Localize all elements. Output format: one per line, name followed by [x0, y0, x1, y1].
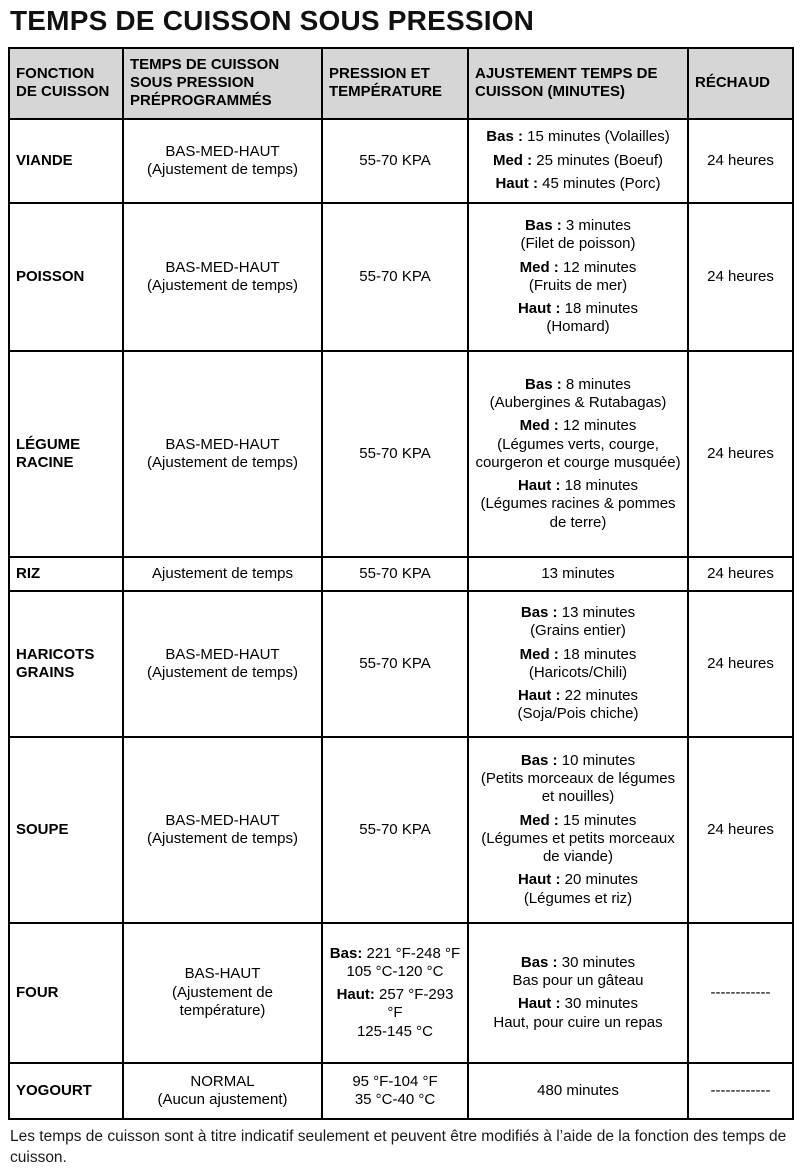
adjust-entry-label: Haut :: [517, 995, 561, 1013]
table-row: [9, 1063, 793, 1119]
cell-program: [123, 591, 322, 737]
cell-pressure: 55-70 KPA: [322, 351, 468, 557]
header-row: [9, 48, 793, 119]
adjust-entry-line: Bas : 15 minutes (Volailles): [486, 128, 670, 146]
pressure-entry-label: Bas:: [329, 944, 363, 962]
adjust-entry-label: Bas :: [525, 375, 562, 393]
cell-rechaud: 24 heures: [688, 591, 793, 737]
cell-function: LÉGUME RACINE: [9, 351, 123, 557]
cell-rechaud: 24 heures: [688, 203, 793, 351]
adjust-entry-detail: (Fruits de mer): [528, 276, 628, 294]
cell-rechaud: 24 heures: [688, 351, 793, 557]
cell-pressure: [322, 923, 468, 1063]
adjust-entry-line: Med : 18 minutes: [519, 645, 637, 663]
footnote: Les temps de cuisson sont à titre indicatif seulement et peuvent être modifiés à l’aide de la fonction des temps de cuisson.: [10, 1127, 787, 1166]
cell-program: [123, 557, 322, 591]
table-row: [9, 119, 793, 203]
program-sub: (Ajustement de temps): [147, 276, 298, 294]
cell-pressure: 55-70 KPA: [322, 737, 468, 923]
program-main: BAS-HAUT: [184, 965, 261, 983]
cell-pressure: 55-70 KPA: [322, 203, 468, 351]
table-row: [9, 557, 793, 591]
adjust-entry-line: Bas : 10 minutes: [520, 751, 636, 769]
header-pression-temperature: PRESSION ET TEMPÉRATURE: [322, 48, 468, 119]
pressure-entry-detail: 125-145 °C: [356, 1022, 434, 1040]
adjust-entry-label: Bas :: [525, 216, 562, 234]
cell-rechaud: 24 heures: [688, 557, 793, 591]
program-sub: (Ajustement de temps): [147, 829, 298, 847]
adjust-entry-line: Med : 12 minutes: [519, 258, 637, 276]
cell-pressure: 55-70 KPA: [322, 591, 468, 737]
page-title: TEMPS DE CUISSON SOUS PRESSION: [10, 5, 535, 36]
pressure-cooking-table: [8, 47, 794, 1120]
table-row: [9, 737, 793, 923]
adjust-entry-line: Bas : 8 minutes: [525, 375, 631, 393]
cell-program: [123, 203, 322, 351]
adjust-entry-label: Med :: [519, 645, 559, 663]
pressure-line: 35 °C-40 °C: [354, 1090, 436, 1108]
cell-program: [123, 351, 322, 557]
adjust-entry-line: Bas : 13 minutes: [520, 603, 636, 621]
table-row: [9, 591, 793, 737]
adjust-entry-label: Bas :: [486, 128, 523, 146]
adjust-entry-label: Haut :: [517, 477, 561, 495]
cell-function: FOUR: [9, 923, 123, 1063]
cell-pressure: [322, 1063, 468, 1119]
cell-program: [123, 1063, 322, 1119]
adjust-entry-line: Haut : 18 minutes: [517, 300, 639, 318]
cell-adjust: [468, 591, 688, 737]
adjust-entry-label: Bas :: [520, 953, 558, 971]
cell-adjust: [468, 351, 688, 557]
program-main: NORMAL: [190, 1072, 255, 1090]
pressure-entry-line: Bas: 221 °F-248 °F: [329, 944, 461, 962]
adjust-entry-line: Bas : 30 minutes: [520, 953, 636, 971]
adjust-entry: [475, 152, 681, 170]
header-rechaud: RÉCHAUD: [688, 48, 793, 119]
cell-function: POISSON: [9, 203, 123, 351]
cell-function: VIANDE: [9, 119, 123, 203]
adjust-entry: [475, 417, 681, 472]
adjust-entry-detail: (Légumes et petits morceaux de viande): [481, 829, 675, 866]
adjust-entry-detail: (Filet de poisson): [520, 235, 636, 253]
adjust-entry: [475, 871, 681, 908]
program-sub: (Ajustement de temps): [147, 453, 298, 471]
cell-adjust: 13 minutes: [468, 557, 688, 591]
adjust-entry-line: Haut : 30 minutes: [517, 995, 639, 1013]
header-ajustement: AJUSTEMENT TEMPS DE CUISSON (MINUTES): [468, 48, 688, 119]
adjust-entry-detail: (Aubergines & Rutabagas): [489, 393, 667, 411]
adjust-entry: [475, 477, 681, 532]
adjust-entry-line: Haut : 18 minutes: [517, 477, 639, 495]
program-sub: (Ajustement de température): [172, 983, 273, 1019]
adjust-entry: [475, 217, 681, 254]
adjust-entry-detail: (Haricots/Chili): [528, 663, 628, 681]
adjust-entry-label: Haut :: [517, 300, 561, 318]
adjust-entry-detail: (Soja/Pois chiche): [517, 705, 639, 723]
cell-function: SOUPE: [9, 737, 123, 923]
cell-pressure: 55-70 KPA: [322, 119, 468, 203]
adjust-entry-line: Haut : 22 minutes: [517, 687, 639, 705]
adjust-entry-label: Bas :: [520, 603, 558, 621]
cell-program: [123, 119, 322, 203]
pressure-entry: [329, 945, 461, 982]
adjust-entry-label: Med :: [519, 417, 559, 435]
header-fonction: FONCTION DE CUISSON: [9, 48, 123, 119]
cell-rechaud: ------------: [688, 1063, 793, 1119]
adjust-entry-label: Bas :: [520, 751, 558, 769]
adjust-entry-label: Med :: [519, 811, 559, 829]
adjust-entry: [475, 687, 681, 724]
program-sub: (Aucun ajustement): [157, 1090, 288, 1108]
program-main: BAS-MED-HAUT: [165, 142, 280, 160]
adjust-entry: [475, 954, 681, 991]
adjust-entry-line: Med : 15 minutes: [519, 811, 637, 829]
adjust-entry-label: Haut :: [517, 687, 561, 705]
cell-adjust: [468, 737, 688, 923]
adjust-entry: [475, 812, 681, 867]
adjust-entry-line: Med : 25 minutes (Boeuf): [492, 151, 664, 169]
program-sub: (Ajustement de temps): [147, 663, 298, 681]
cell-pressure: 55-70 KPA: [322, 557, 468, 591]
pressure-entry-label: Haut:: [336, 986, 375, 1004]
adjust-entry: [475, 995, 681, 1032]
pressure-entry-line: Haut: 257 °F-293 °F: [336, 986, 454, 1022]
program-sub: (Ajustement de temps): [147, 160, 298, 178]
adjust-entry: [475, 646, 681, 683]
program-main: BAS-MED-HAUT: [165, 811, 280, 829]
cell-rechaud: 24 heures: [688, 737, 793, 923]
adjust-entry: [475, 128, 681, 146]
program-main: BAS-MED-HAUT: [165, 645, 280, 663]
adjust-entry: [475, 604, 681, 641]
cell-adjust: [468, 923, 688, 1063]
cell-function: YOGOURT: [9, 1063, 123, 1119]
pressure-entry-detail: 105 °C-120 °C: [346, 962, 444, 980]
table-body: [9, 119, 793, 1119]
adjust-entry-line: Bas : 3 minutes: [525, 216, 631, 234]
program-main: Ajustement de temps: [152, 564, 293, 582]
adjust-entry-line: Haut : 20 minutes: [517, 871, 639, 889]
adjust-entry: [475, 752, 681, 807]
adjust-entry-label: Med :: [492, 151, 533, 169]
program-main: BAS-MED-HAUT: [165, 435, 280, 453]
table-row: [9, 351, 793, 557]
adjust-entry-detail: (Petits morceaux de légumes et nouilles): [480, 769, 676, 806]
adjust-entry: [475, 259, 681, 296]
adjust-entry-detail: (Légumes et riz): [523, 889, 633, 907]
adjust-entry-line: Med : 12 minutes: [519, 417, 637, 435]
program-main: BAS-MED-HAUT: [165, 258, 280, 276]
cell-function: HARICOTS GRAINS: [9, 591, 123, 737]
cell-adjust: [468, 203, 688, 351]
adjust-entry-detail: (Homard): [546, 318, 610, 336]
pressure-line: 95 °F-104 °F: [352, 1072, 438, 1090]
adjust-entry: [475, 376, 681, 413]
adjust-entry-label: Haut :: [495, 174, 538, 192]
adjust-entry-line: Haut : 45 minutes (Porc): [495, 174, 661, 192]
adjust-entry-detail: Haut, pour cuire un repas: [493, 1013, 663, 1031]
adjust-entry-label: Med :: [519, 258, 559, 276]
adjust-entry-detail: Bas pour un gâteau: [512, 972, 644, 989]
cell-rechaud: 24 heures: [688, 119, 793, 203]
adjust-entry-detail: (Grains entier): [530, 622, 626, 640]
cell-program: [123, 923, 322, 1063]
table-row: [9, 203, 793, 351]
cell-adjust: [468, 119, 688, 203]
table-header: [9, 48, 793, 119]
cell-adjust: 480 minutes: [468, 1063, 688, 1119]
table-row: [9, 923, 793, 1063]
cell-rechaud: ------------: [688, 923, 793, 1063]
adjust-entry: [475, 300, 681, 337]
adjust-entry-detail: (Légumes verts, courge, courgeron et courge musquée): [475, 435, 681, 471]
cell-function: RIZ: [9, 557, 123, 591]
adjust-entry-label: Haut :: [517, 871, 561, 889]
cell-program: [123, 737, 322, 923]
adjust-entry-detail: (Légumes racines & pommes de terre): [480, 495, 676, 531]
pressure-entry: [329, 986, 461, 1041]
adjust-entry: [475, 175, 681, 193]
header-temps-preprogrammes: TEMPS DE CUISSON SOUS PRESSION PRÉPROGRAMMÉS: [123, 48, 322, 119]
